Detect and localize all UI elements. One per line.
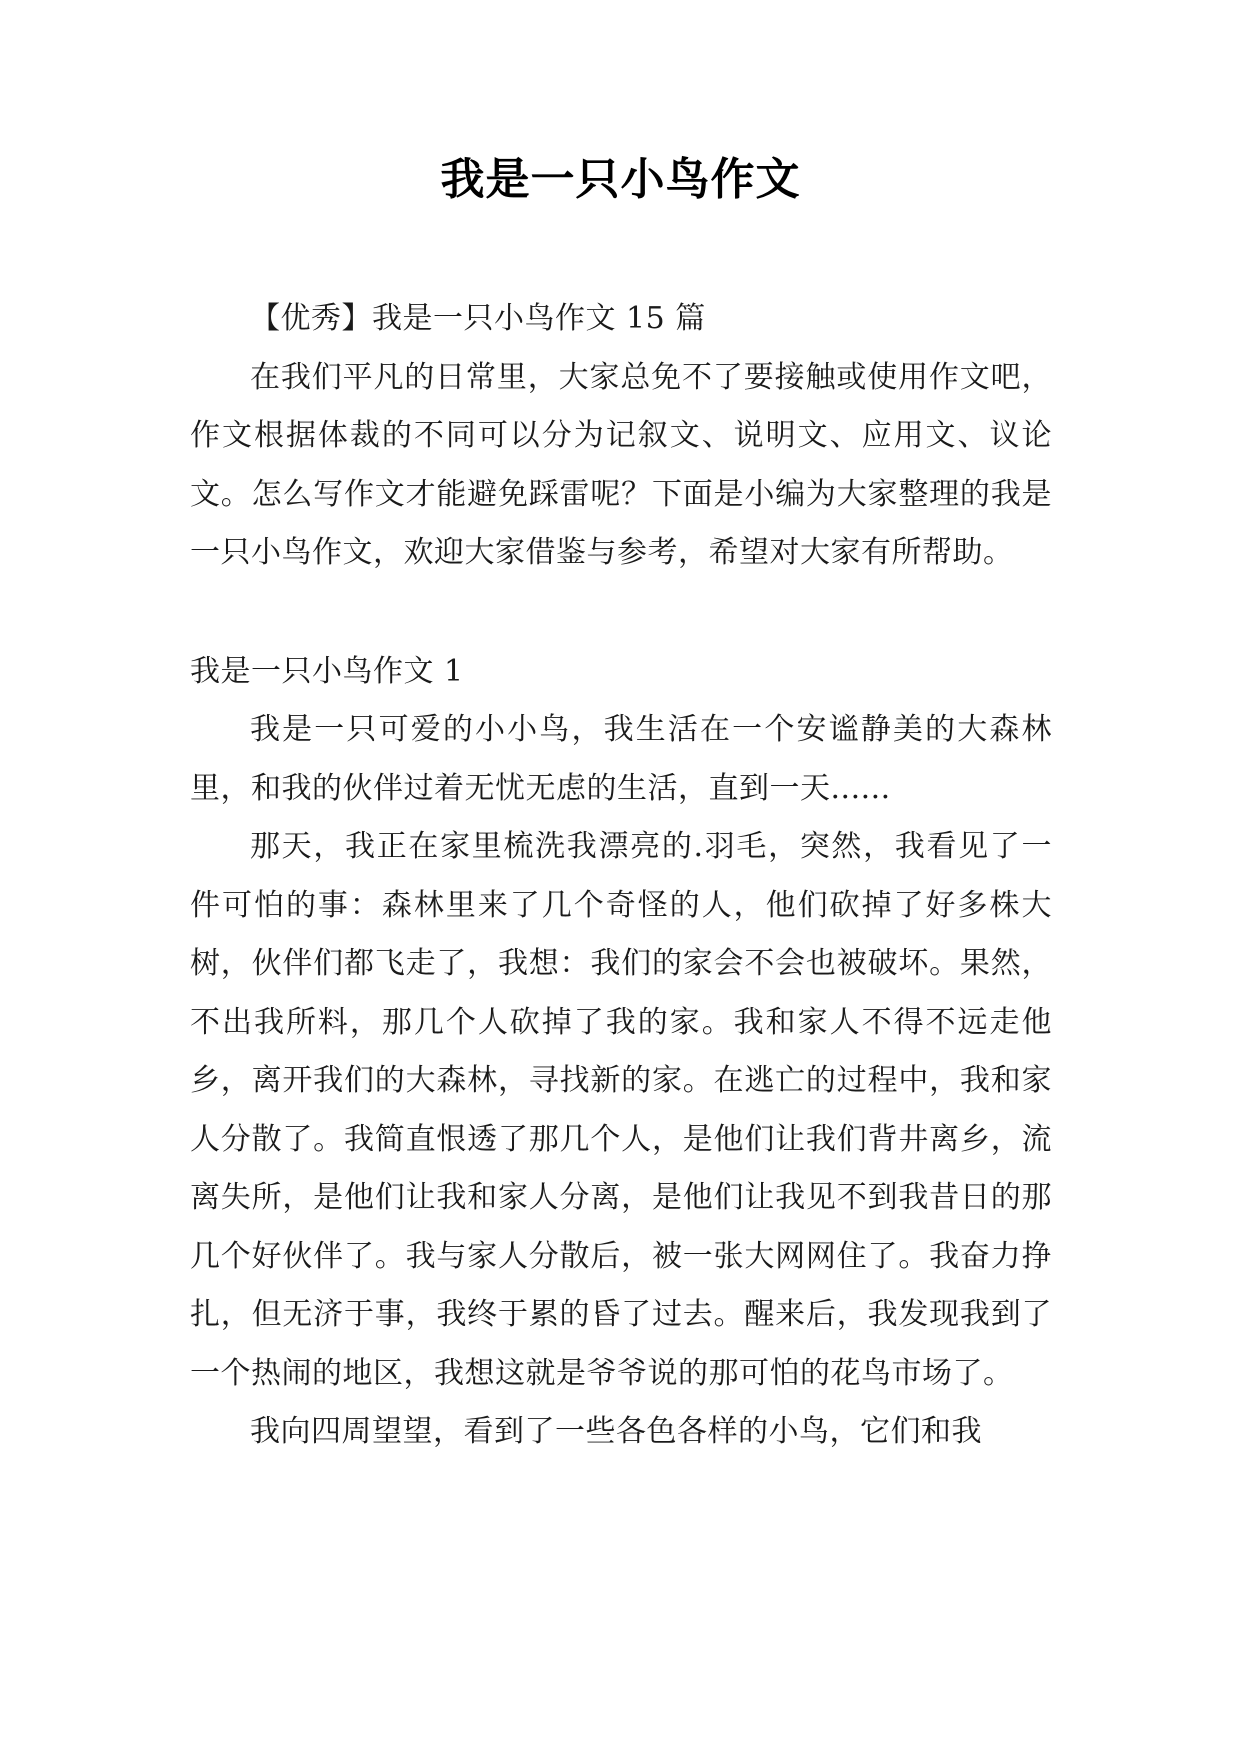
document-subtitle: 【优秀】我是一只小鸟作文 15 篇: [250, 301, 706, 336]
body-paragraph: 那天，我正在家里梳洗我漂亮的.羽毛，突然，我看见了一件可怕的事：森林里来了几个奇怪的人，他们砍掉了好多株大树，伙伴们都飞走了，我想：我们的家会不会也被破坏。果然，不出我所料，那几个人砍掉了我的家。我和家人不得不远走他乡，离开我们的大森林，寻找新的家。在逃亡的过程中，我和家人分散了。我简直恨透了那几个人，是他们让我们背井离乡，流离失所，是他们让我和家人分离，是他们让我见不到我昔日的那几个好伙伴了。我与家人分散后，被一张大网网住了。我奋力挣扎，但无济于事，我终于累的昏了过去。醒来后，我发现我到了一个热闹的地区，我想这就是爷爷说的那可怕的花鸟市场了。: [190, 829, 1052, 1391]
body-paragraph: 我是一只可爱的小小鸟，我生活在一个安谧静美的大森林里，和我的伙伴过着无忧无虑的生活，直到一天......: [190, 712, 1052, 806]
document-title: 我是一只小鸟作文: [440, 154, 801, 205]
essay-section: [190, 643, 1052, 1462]
intro-paragraph: 在我们平凡的日常里，大家总免不了要接触或使用作文吧，作文根据体裁的不同可以分为记叙文、说明文、应用文、议论文。怎么写作文才能避免踩雷呢？下面是小编为大家整理的我是一只小鸟作文，欢迎大家借鉴与参考，希望对大家有所帮助。: [190, 359, 1052, 570]
body-paragraph: 我向四周望望，看到了一些各色各样的小鸟，它们和我: [250, 1414, 982, 1449]
section-heading: 我是一只小鸟作文 1: [190, 653, 464, 689]
document-body: [190, 290, 1052, 1462]
